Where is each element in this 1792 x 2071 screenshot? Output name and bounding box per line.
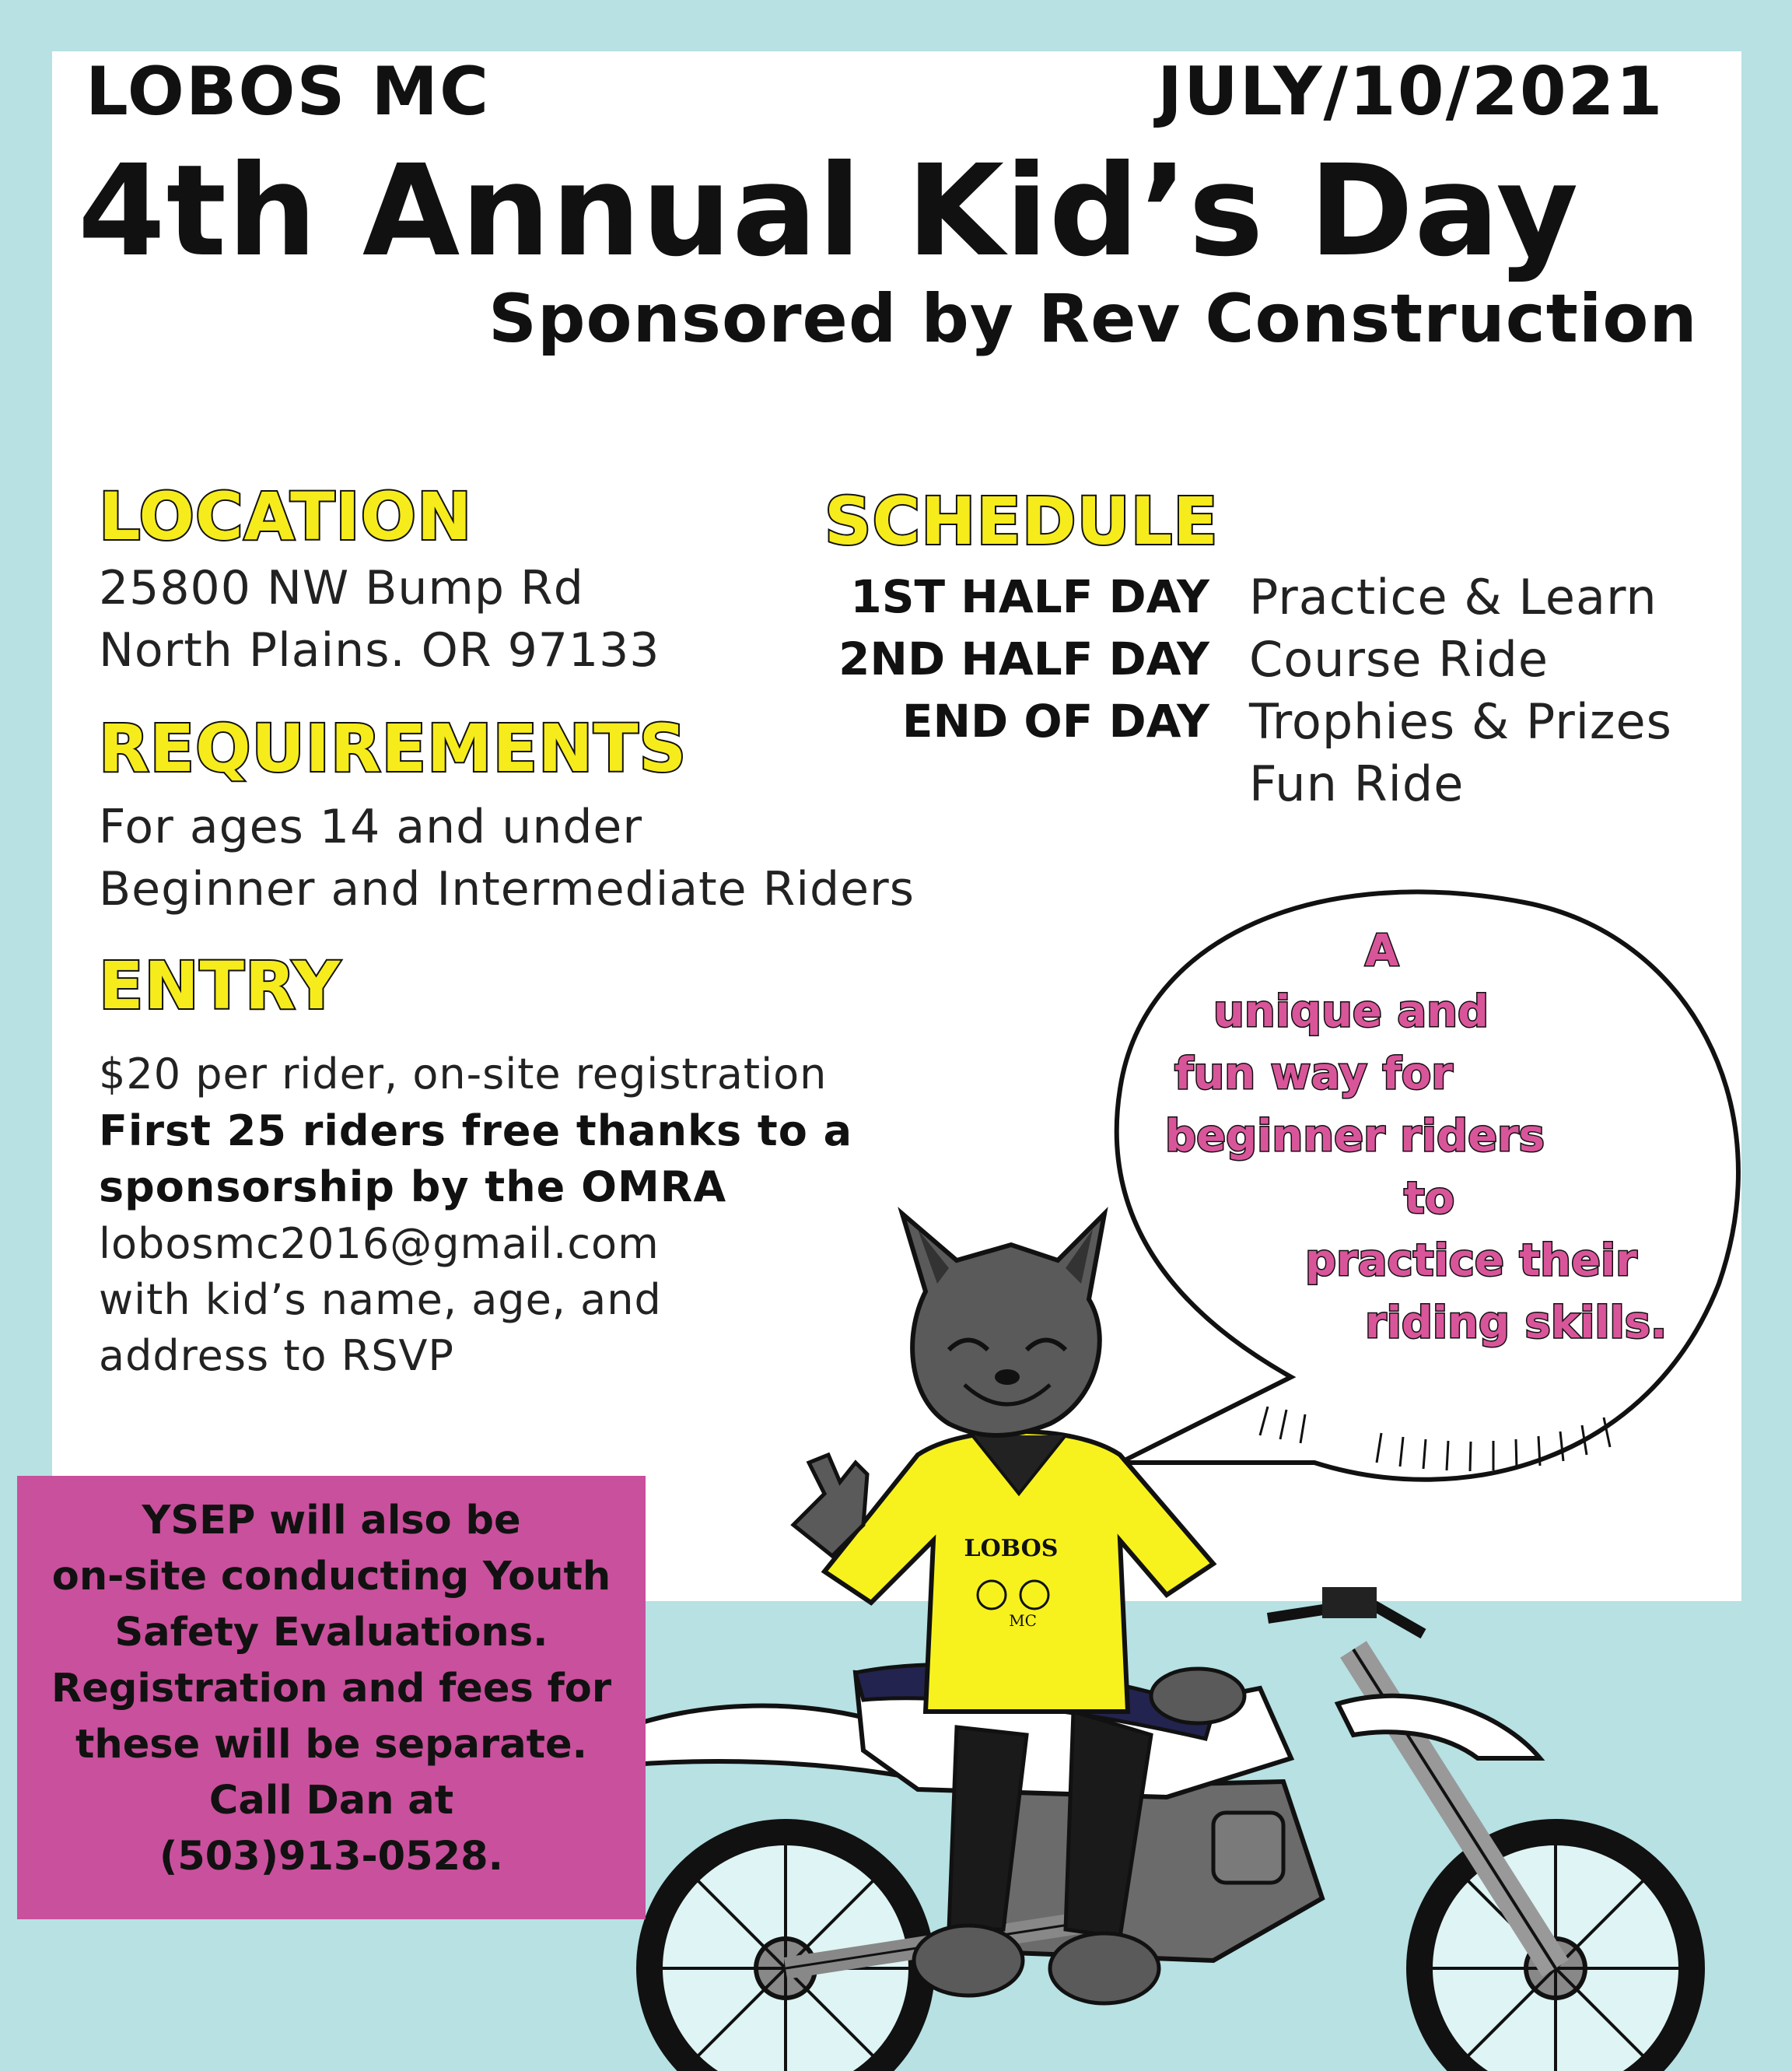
schedule-value-2: Course Ride — [1249, 631, 1549, 688]
entry-rsvp-line1: with kid’s name, age, and — [99, 1275, 662, 1324]
entry-heading: ENTRY — [99, 948, 341, 1024]
ysep-line-4: Registration and fees for — [51, 1666, 611, 1712]
schedule-value-3: Trophies & Prizes — [1249, 693, 1672, 750]
requirements-line1: For ages 14 and under — [99, 800, 643, 854]
sponsor-line: Sponsored by Rev Construction — [488, 280, 1698, 358]
ysep-line-3: Safety Evaluations. — [114, 1610, 548, 1656]
event-title: 4th Annual Kid’s Day — [78, 138, 1580, 285]
club-name: LOBOS MC — [86, 53, 491, 131]
shirt-logo-sub: MC — [1009, 1611, 1037, 1630]
entry-fee: $20 per rider, on-site registration — [99, 1050, 828, 1099]
schedule-value-1: Practice & Learn — [1249, 569, 1657, 626]
schedule-value-4: Fun Ride — [1249, 755, 1465, 812]
bubble-line-2: unique and — [1213, 986, 1489, 1037]
ysep-phone[interactable]: (503)913-0528. — [159, 1834, 504, 1880]
bubble-line-1: A — [1365, 926, 1399, 976]
schedule-label-1: 1ST HALF DAY — [850, 570, 1209, 623]
location-address-line2: North Plains. OR 97133 — [99, 623, 660, 678]
entry-rsvp-line2: address to RSVP — [99, 1331, 454, 1380]
requirements-heading: REQUIREMENTS — [99, 710, 688, 787]
bubble-line-7: riding skills. — [1365, 1298, 1668, 1348]
ysep-line-2: on-site conducting Youth — [51, 1554, 611, 1600]
location-address-line1: 25800 NW Bump Rd — [99, 561, 584, 615]
location-heading: LOCATION — [99, 478, 473, 555]
shirt-logo-text: LOBOS — [964, 1535, 1059, 1562]
bubble-line-5: to — [1404, 1173, 1455, 1224]
bubble-line-4: beginner riders — [1165, 1111, 1545, 1162]
event-date: JULY/10/2021 — [1157, 53, 1664, 131]
ysep-line-1: YSEP will also be — [142, 1498, 521, 1544]
entry-free-line1: First 25 riders free thanks to a — [99, 1106, 853, 1155]
ysep-line-5: these will be separate. — [75, 1722, 587, 1768]
bubble-line-6: practice their — [1305, 1235, 1637, 1286]
ysep-notice-box — [17, 1476, 646, 1919]
dirt-bike — [607, 1587, 1692, 2071]
entry-email[interactable]: lobosmc2016@gmail.com — [99, 1219, 660, 1268]
schedule-heading: SCHEDULE — [824, 483, 1219, 559]
schedule-label-3: END OF DAY — [901, 695, 1209, 748]
requirements-line2: Beginner and Intermediate Riders — [99, 862, 915, 916]
ysep-line-6: Call Dan at — [208, 1778, 454, 1824]
bubble-line-3: fun way for — [1174, 1049, 1453, 1099]
schedule-label-2: 2ND HALF DAY — [838, 633, 1209, 685]
entry-free-line2: sponsorship by the OMRA — [99, 1162, 727, 1211]
